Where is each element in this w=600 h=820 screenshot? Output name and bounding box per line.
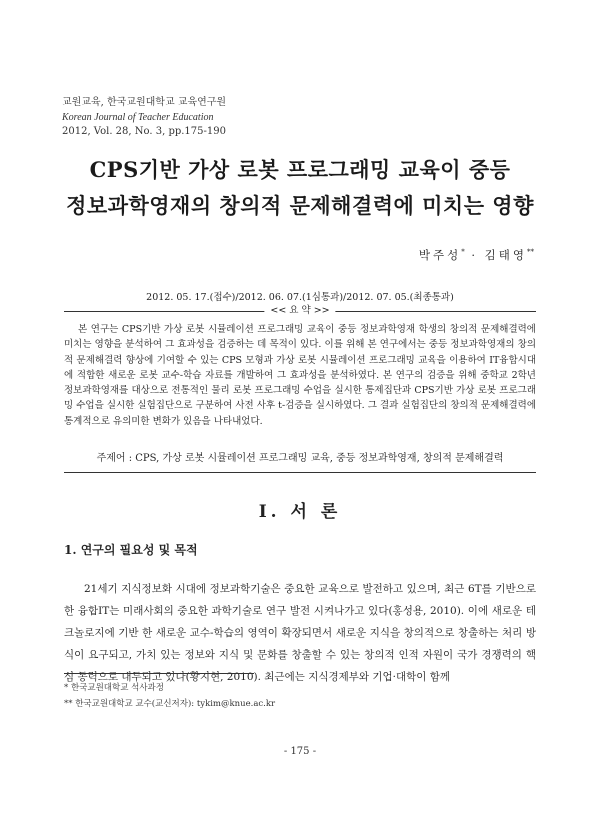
author-2: 김태영 [484,248,527,262]
abstract-heading: << 요 약 >> [264,305,335,317]
submission-dates: 2012. 05. 17.(접수)/2012. 06. 07.(1심통과)/2012. 07. 05.(최종통과) [146,292,454,303]
title-line-1: CPS기반 가상 로봇 프로그래밍 교육이 중등 [89,157,511,182]
footnote-divider [64,673,254,674]
subsection-title: 1. 연구의 필요성 및 목적 [64,543,198,557]
journal-name-korean: 교원교육, 한국교원대학교 교육연구원 [62,97,227,108]
keywords: 주제어 : CPS, 가상 로봇 시뮬레이션 프로그래밍 교육, 중등 정보과학영재, 창의적 문제해결력 [64,448,536,473]
author-1: 박주성 [418,248,462,262]
journal-volume: 2012, Vol. 28, No. 3, pp.175-190 [62,126,226,137]
abstract-header [64,305,536,317]
journal-info [62,96,226,140]
author-separator: · [471,248,479,262]
title-line-2: 정보과학영재의 창의적 문제해결력에 미치는 영향 [66,193,534,218]
footnote-1: * 한국교원대학교 석사과정 [64,683,164,693]
author-2-mark: ** [527,248,534,257]
section-title: Ⅰ. 서 론 [258,502,342,522]
author-1-mark: * [461,248,465,257]
footnote-2: ** 한국교원대학교 교수(교신저자): tykim@knue.ac.kr [64,699,276,709]
body-paragraph: 21세기 지식정보화 시대에 정보과학기술은 중요한 교육으로 발전하고 있으며, 최근 6T를 기반으로 한 융합IT는 미래사회의 중요한 과학기술로 연구 발전 시켜나가고 있다(홍성용, 2010). 이에 새로운 테크놀로지에 기반 한 새로운 교수-학습의 영역이 확장되면서 새로운 지식을 창의적으로 창출하는 처리 방식이 요구되고, 가치 있는 정보와 지식 및 문화를 창출할 수 있는 창의적 인적 자원이 국가 경쟁력의 핵심 동력으로 대두되고 있다(황지현, 2010). 최근에는 지식경제부와 기업·대학이 함께 [64,583,536,683]
journal-name-english: Korean Journal of Teacher Education [62,111,214,123]
paper-title [0,152,600,224]
page-number: - 175 - [283,746,317,757]
authors [419,247,534,263]
abstract-text: 본 연구는 CPS기반 가상 로봇 시뮬레이션 프로그래밍 교육이 중등 정보과학영재 학생의 창의적 문제해결력에 미치는 영향을 분석하여 그 효과성을 검증하는 데 목적이 있다. 이를 위해 본 연구에서는 중등 정보과학영재의 창의적 문제해결력 향상에 기여할 수 있는 CPS 모형과 가상 로봇 시뮬레이션 프로그래밍 교육을 이용하여 IT융합시대에 적합한 새로운 로봇 교수-학습 자료를 개발하여 그 효과성을 분석하였다. 본 연구의 검증을 위해 중학교 2학년 정보과학영재를 대상으로 전통적인 물리 로봇 프로그래밍 수업을 실시한 통제집단과 CPS기반 가상 로봇 프로그래밍 수업을 실시한 실험집단으로 구분하여 사전 사후 t-검증을 실시하였다. 그 결과 실험집단의 창의적 문제해결력에 통계적으로 유의미한 변화가 있음을 나타내었다. [64,324,536,427]
